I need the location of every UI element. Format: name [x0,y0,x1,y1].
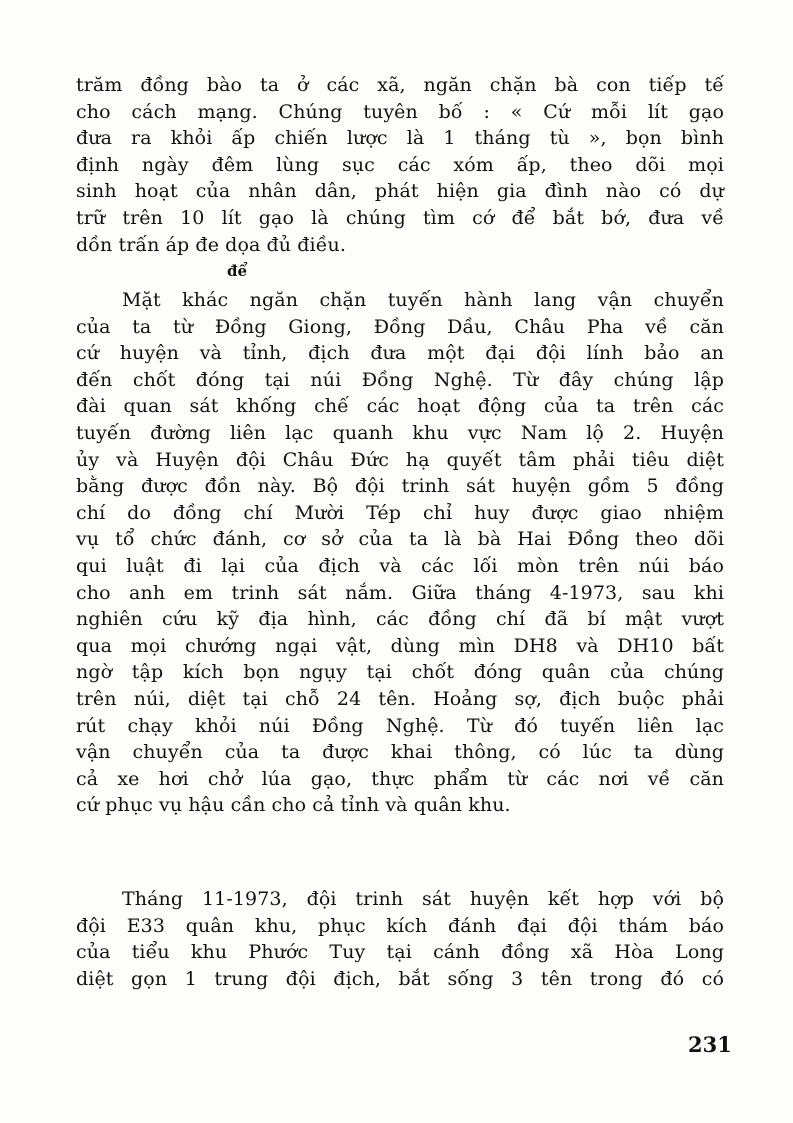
text-line: vụ tổ chức đánh, cơ sở của ta là bà Hai Đồng theo dõi [76,528,724,551]
text-line: nghiên cứu kỹ địa hình, các đồng chí đã bí mật vượt [76,608,724,631]
text-line: đưa ra khỏi ấp chiến lược là 1 tháng tù », bọn bình [76,127,724,150]
text-line: vận chuyển của ta được khai thông, có lúc ta dùng [76,741,724,764]
text-line: cứ phục vụ hậu cần cho cả tỉnh và quân khu. [76,794,511,817]
text-line: trữ trên 10 lít gạo là chúng tìm cớ để bắt bớ, đưa về [76,206,724,229]
text-line: ngờ tập kích bọn ngụy tại chốt đóng quân của chúng [76,661,724,684]
text-line: cả xe hơi chở lúa gạo, thực phẩm từ các nơi về căn [76,767,724,790]
text-line: đội E33 quân khu, phục kích đánh đại đội thám báo [76,914,724,937]
text-line: định ngày đêm lùng sục các xóm ấp, theo dõi mọi [76,153,724,176]
text-line: cho anh em trinh sát nắm. Giữa tháng 4-1973, sau khi [76,581,724,604]
paragraph-3 [76,886,724,992]
text-line: đài quan sát khống chế các hoạt động của ta trên các [76,395,724,418]
text-line: dồn trấn áp đe dọa đủ điều. [76,233,346,256]
text-line: qui luật đi lại của địch và các lối mòn trên núi báo [76,554,724,577]
text-line: của ta từ Đồng Giong, Đồng Dầu, Châu Pha về căn [76,315,724,338]
text-line: chí do đồng chí Mười Tép chỉ huy được giao nhiệm [76,501,724,524]
text-line: đến chốt đóng tại núi Đồng Nghệ. Từ đây chúng lập [76,368,724,391]
text-line: Tháng 11-1973, đội trinh sát huyện kết hợp với bộ [122,888,724,910]
page-number: 231 [688,1032,732,1057]
text-line: diệt gọn 1 trung đội địch, bắt sống 3 tên trong đó có [76,967,724,990]
handwritten-insertion: để [227,262,248,280]
text-line: sinh hoạt của nhân dân, phát hiện gia đình nào có dự [76,180,724,203]
text-line: cho cách mạng. Chúng tuyên bố : « Cứ mỗi lít gạo [76,100,724,123]
text-line: rút chạy khỏi núi Đồng Nghệ. Từ đó tuyến liên lạc [76,714,724,737]
text-line: cứ huyện và tỉnh, địch đưa một đại đội lính bảo an [76,342,724,365]
text-line: tuyến đường liên lạc quanh khu vực Nam lộ 2. Huyện [76,421,724,444]
text-line: trên núi, diệt tại chỗ 24 tên. Hoảng sợ, địch buộc phải [76,687,724,710]
text-line: ủy và Huyện đội Châu Đức hạ quyết tâm phải tiêu diệt [76,448,724,471]
paragraph-1 [76,72,724,258]
text-line: của tiểu khu Phước Tuy tại cánh đồng xã Hòa Long [76,941,724,964]
text-line: Mặt khác ngăn chặn tuyến hành lang vận chuyển [122,289,724,311]
text-line: qua mọi chướng ngại vật, dùng mìn DH8 và DH10 bất [76,634,724,657]
text-line: bằng được đồn này. Bộ đội trinh sát huyện gồm 5 đồng [76,475,724,498]
text-line: trăm đồng bào ta ở các xã, ngăn chặn bà con tiếp tế [76,74,724,96]
paragraph-2 [76,287,724,819]
